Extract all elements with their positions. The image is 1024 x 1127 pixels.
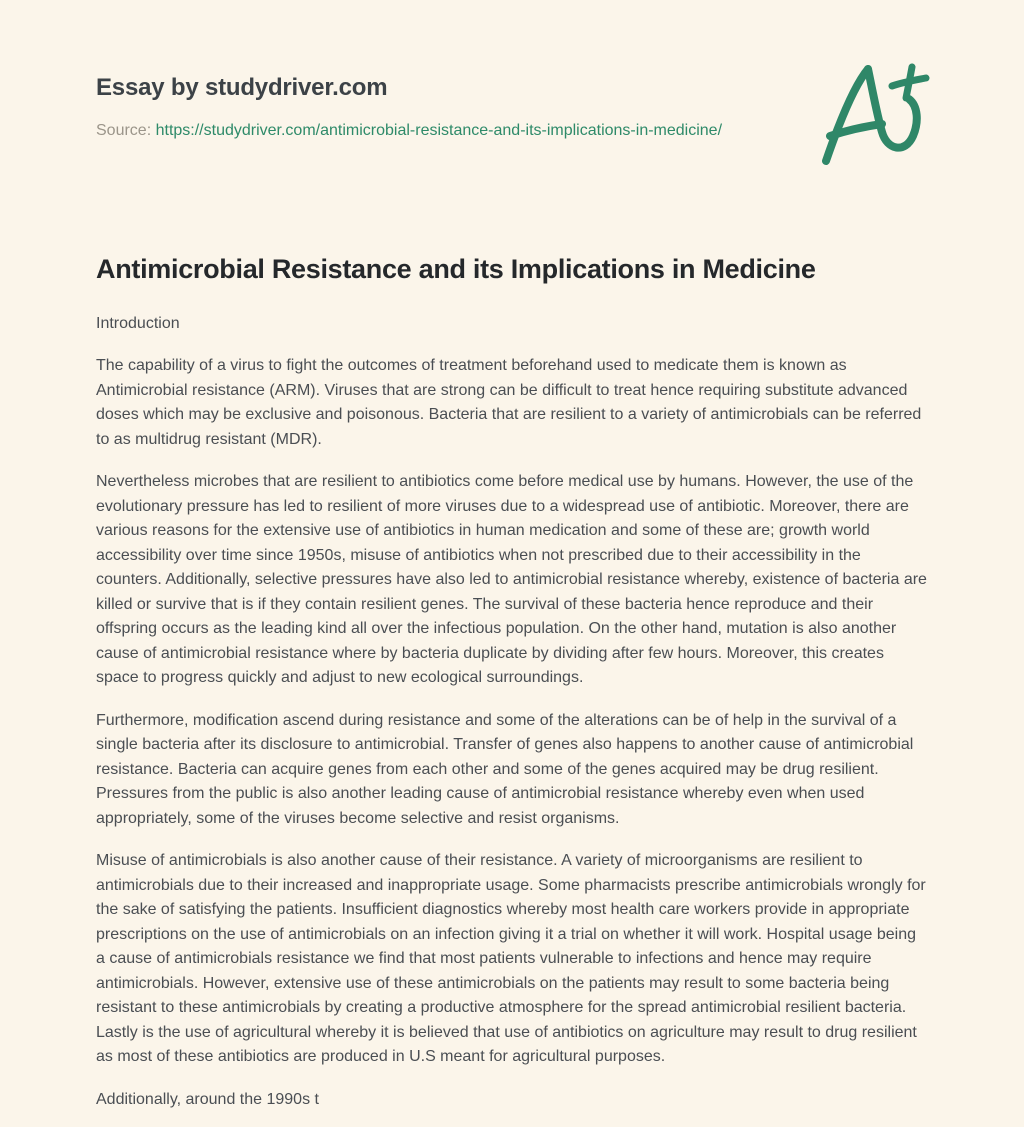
paragraph-2: Nevertheless microbes that are resilient to antibiotics come before medical use by humans. However, the use of the evolutionary pressure has led to resilient of more viruses due to a widespread use of antibiotic. Moreover, there are various reasons for the extensive use of antibiotics in human medication and some of these are; growth world accessibility over time since 1950s, misuse of antibiotics when not prescribed due to their accessibility in the counters. Additionally, selective pressures have also led to antimicrobial resistance whereby, existence of bacteria are killed or survive that is if they contain resilient genes. The survival of these bacteria hence reproduce and their offspring occurs as the leading kind all over the infectious population. On the other hand, mutation is also another cause of antimicrobial resistance where by bacteria duplicate by dividing after few hours. Moreover, this creates space to progress quickly and adjust to new ecological surroundings. [96, 473, 927, 687]
essay-article [96, 254, 928, 1113]
paragraph-introduction: Introduction [96, 314, 180, 332]
paragraph-3: Furthermore, modification ascend during resistance and some of the alterations can be of help in the survival of a single bacteria after its disclosure to antimicrobial. Transfer of genes also happens to another cause of antimicrobial resistance. Bacteria can acquire genes from each other and some of the genes acquired may be drug resilient. Pressures from the public is also another leading cause of antimicrobial resistance whereby even when used appropriately, some of the viruses become selective and resist organisms. [96, 711, 914, 827]
source-url-link[interactable]: https://studydriver.com/antimicrobial-resistance-and-its-implications-in-medicine/ [155, 121, 723, 139]
essay-by-heading: Essay by studydriver.com [96, 74, 388, 101]
page-header [96, 0, 928, 142]
source-label: Source: [96, 121, 152, 139]
paragraph-1: The capability of a virus to fight the outcomes of treatment beforehand used to medicate them is known as Antimicrobial resistance (ARM). Viruses that are strong can be difficult to treat hence requiring substitute advanced doses which may be exclusive and poisonous. Bacteria that are resilient to a variety of antimicrobials can be referred to as multidrug resistant (MDR). [96, 357, 922, 448]
article-title: Antimicrobial Resistance and its Implications in Medicine [96, 253, 816, 284]
source-line [96, 121, 928, 142]
paragraph-5-truncated: Additionally, around the 1990s t [96, 1090, 319, 1108]
paragraph-4: Misuse of antimicrobials is also another cause of their resistance. A variety of microorganisms are resilient to antimicrobials due to their increased and inappropriate usage. Some pharmacists prescribe antimicrobials wrongly for the sake of satisfying the patients. Insufficient diagnostics whereby most health care workers provide in appropriate prescriptions on the use of antimicrobials on an infection giving it a trial on whether it will work. Hospital usage being a cause of antimicrobials resistance we find that most patients vulnerable to infections and hence may require antimicrobials. However, extensive use of these antimicrobials on the patients may result to some bacteria being resistant to these antimicrobials by creating a productive atmosphere for the spread antimicrobial resilient bacteria. Lastly is the use of agricultural whereby it is believed that use of antibiotics on agriculture may result to drug resilient as most of these antibiotics are produced in U.S meant for agricultural purposes. [96, 852, 926, 1066]
a-plus-logo-icon [818, 60, 930, 166]
